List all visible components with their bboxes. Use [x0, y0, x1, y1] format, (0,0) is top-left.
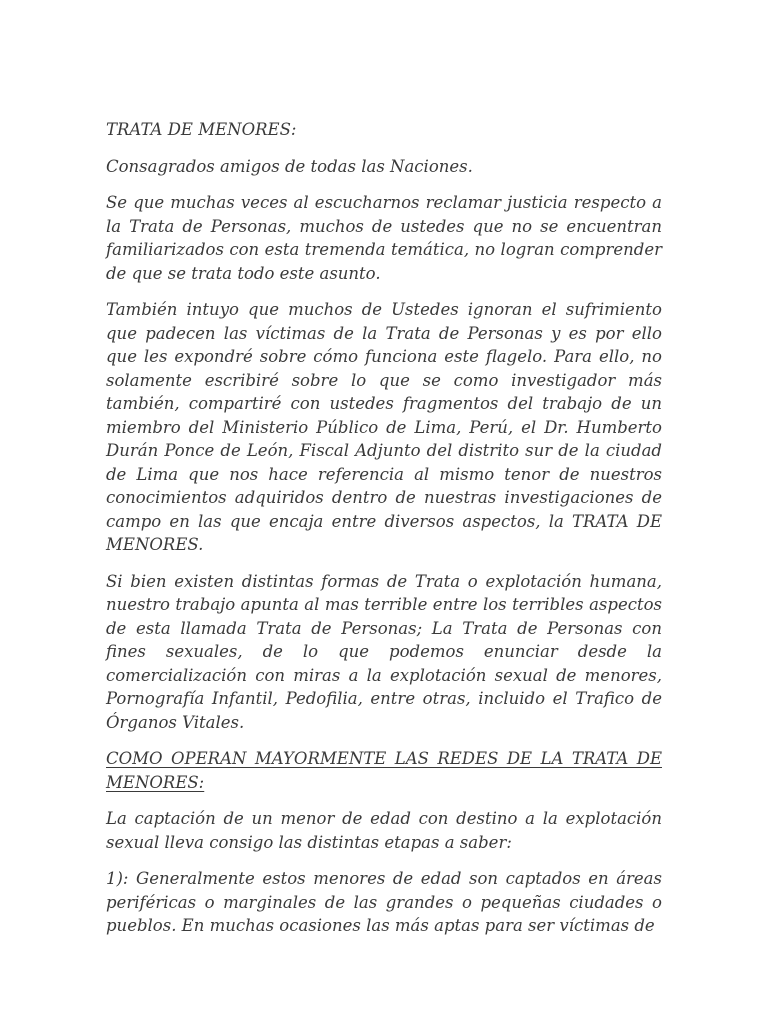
section-heading: COMO OPERAN MAYORMENTE LAS REDES DE LA TRATA DE MENORES: [106, 749, 662, 792]
document-content [106, 118, 662, 951]
paragraph-list-item-1: 1): Generalmente estos menores de edad son captados en áreas periféricas o marginales de las grandes o pequeñas ciudades o pueblos. En muchas ocasiones las más aptas para ser víctimas de [106, 869, 662, 935]
paragraph: La captación de un menor de edad con destino a la explotación sexual lleva consigo las distintas etapas a saber: [106, 809, 662, 852]
paragraph: Si bien existen distintas formas de Trata o explotación humana, nuestro trabajo apunta al mas terrible entre los terribles aspectos de esta llamada Trata de Personas; La Trata de Personas con fines sexuales, de lo que podemos enunciar desde la comercialización con miras a la explotación sexual de menores, Pornografía Infantil, Pedofilia, entre otras, incluido el Trafico de Órganos Vitales. [106, 571, 662, 732]
doc-title: TRATA DE MENORES: [106, 120, 297, 139]
paragraph: También intuyo que muchos de Ustedes ignoran el sufrimiento que padecen las víctimas de la Trata de Personas y es por ello que les expondré sobre cómo funciona este flagelo. Para ello, no solamente escribiré sobre lo que se como investigador más también, compartiré con ustedes fragmentos del trabajo de un miembro del Ministerio Público de Lima, Perú, el Dr. Humberto Durán Ponce de León, Fiscal Adjunto del distrito sur de la ciudad de Lima que nos hace referencia al mismo tenor de nuestros conocimientos adquiridos dentro de nuestras investigaciones de campo en las que encaja entre diversos aspectos, la TRATA DE MENORES. [106, 300, 662, 554]
paragraph-salutation: Consagrados amigos de todas las Naciones. [106, 156, 473, 176]
paragraph: Se que muchas veces al escucharnos reclamar justicia respecto a la Trata de Personas, muchos de ustedes que no se encuentran familiarizados con esta tremenda temática, no logran comprender de que se trata todo este asunto. [106, 193, 662, 283]
